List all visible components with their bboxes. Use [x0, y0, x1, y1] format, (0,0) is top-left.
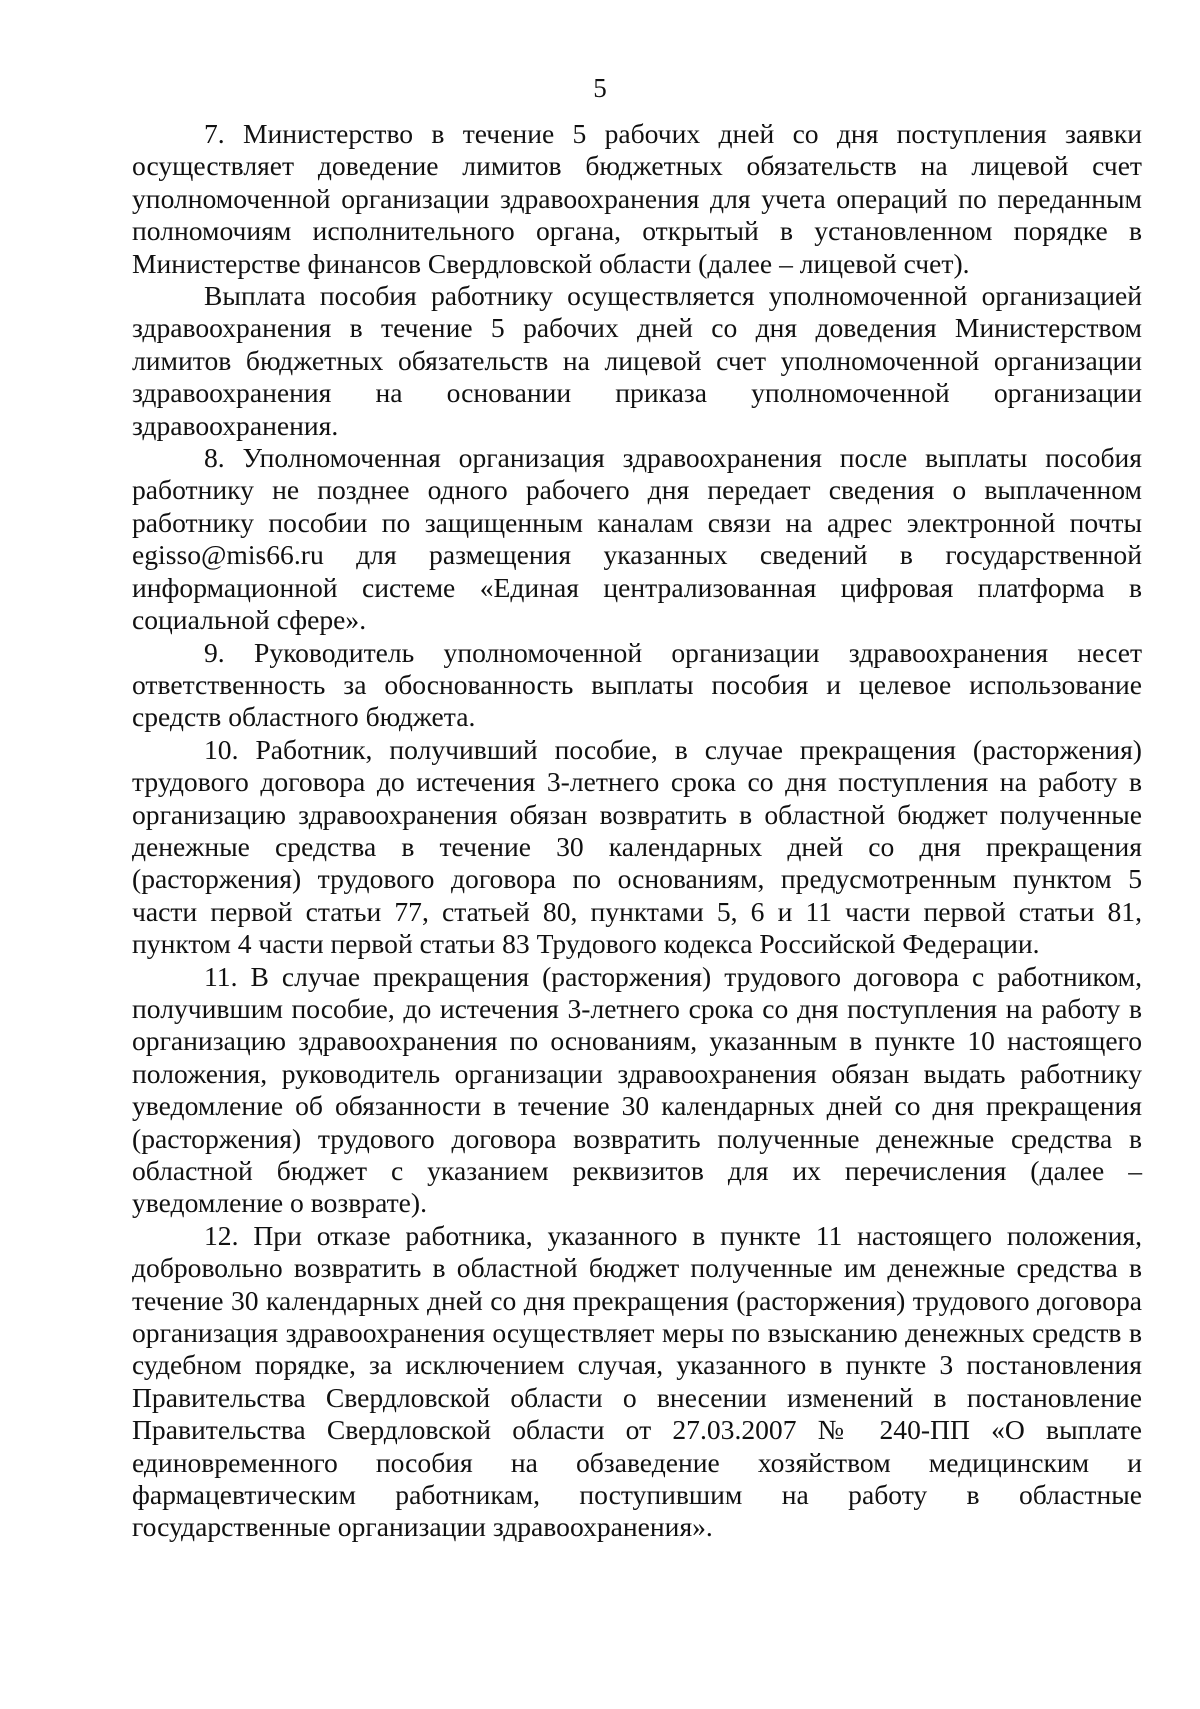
paragraph-payment: Выплата пособия работнику осуществляется уполномоченной организацией здравоохранения в течение 5 рабочих дней со дня доведения Министерством лимитов бюджетных обязательств на лицевой счет уполномоченной организации здравоохранения на основании приказа уполномоченной организации здравоохранения.	[132, 280, 1142, 441]
document-body	[132, 118, 1142, 1544]
page-number: 5	[593, 73, 607, 103]
paragraph-item-8: 8. Уполномоченная организация здравоохранения после выплаты пособия работнику не позднее одного рабочего дня передает сведения о выплаченном работнику пособии по защищенным каналам связи на адрес электронной почты egisso@mis66.ru для размещения указанных сведений в государственной информационной системе «Единая централизованная цифровая платформа в социальной сфере».	[132, 442, 1142, 636]
paragraph-item-7: 7. Министерство в течение 5 рабочих дней со дня поступления заявки осуществляет доведение лимитов бюджетных обязательств на лицевой счет уполномоченной организации здравоохранения для учета операций по переданным полномочиям исполнительного органа, открытый в установленном порядке в Министерстве финансов Свердловской области (далее – лицевой счет).	[132, 118, 1142, 279]
paragraph-item-9: 9. Руководитель уполномоченной организации здравоохранения несет ответственность за обоснованность выплаты пособия и целевое использование средств областного бюджета.	[132, 636, 1142, 733]
paragraph-item-11: 11. В случае прекращения (расторжения) трудового договора с работником, получившим пособие, до истечения 3-летнего срока со дня поступления на работу в организацию здравоохранения по основаниям, указанным в пункте 10 настоящего положения, руководитель организации здравоохранения обязан выдать работнику уведомление об обязанности в течение 30 календарных дней со дня прекращения (расторжения) трудового договора возвратить полученные денежные средства в областной бюджет с указанием реквизитов для их перечисления (далее – уведомление о возврате).	[132, 960, 1142, 1219]
paragraph-item-12: 12. При отказе работника, указанного в пункте 11 настоящего положения, добровольно возвратить в областной бюджет полученные им денежные средства в течение 30 календарных дней со дня прекращения (расторжения) трудового договора организация здравоохранения осуществляет меры по взысканию денежных средств в судебном порядке, за исключением случая, указанного в пункте 3 постановления Правительства Свердловской области о внесении изменений в постановление Правительства Свердловской области от 27.03.2007 № 240-ПП «О выплате единовременного пособия на обзаведение хозяйством медицинским и фармацевтическим работникам, поступившим на работу в областные государственные организации здравоохранения».	[132, 1219, 1142, 1543]
paragraph-item-10: 10. Работник, получивший пособие, в случае прекращения (расторжения) трудового договора до истечения 3-летнего срока со дня поступления на работу в организацию здравоохранения обязан возвратить в областной бюджет полученные денежные средства в течение 30 календарных дней со дня прекращения (расторжения) трудового договора по основаниям, предусмотренным пунктом 5 части первой статьи 77, статьей 80, пунктами 5, 6 и 11 части первой статьи 81, пунктом 4 части первой статьи 83 Трудового кодекса Российской Федерации.	[132, 733, 1142, 960]
